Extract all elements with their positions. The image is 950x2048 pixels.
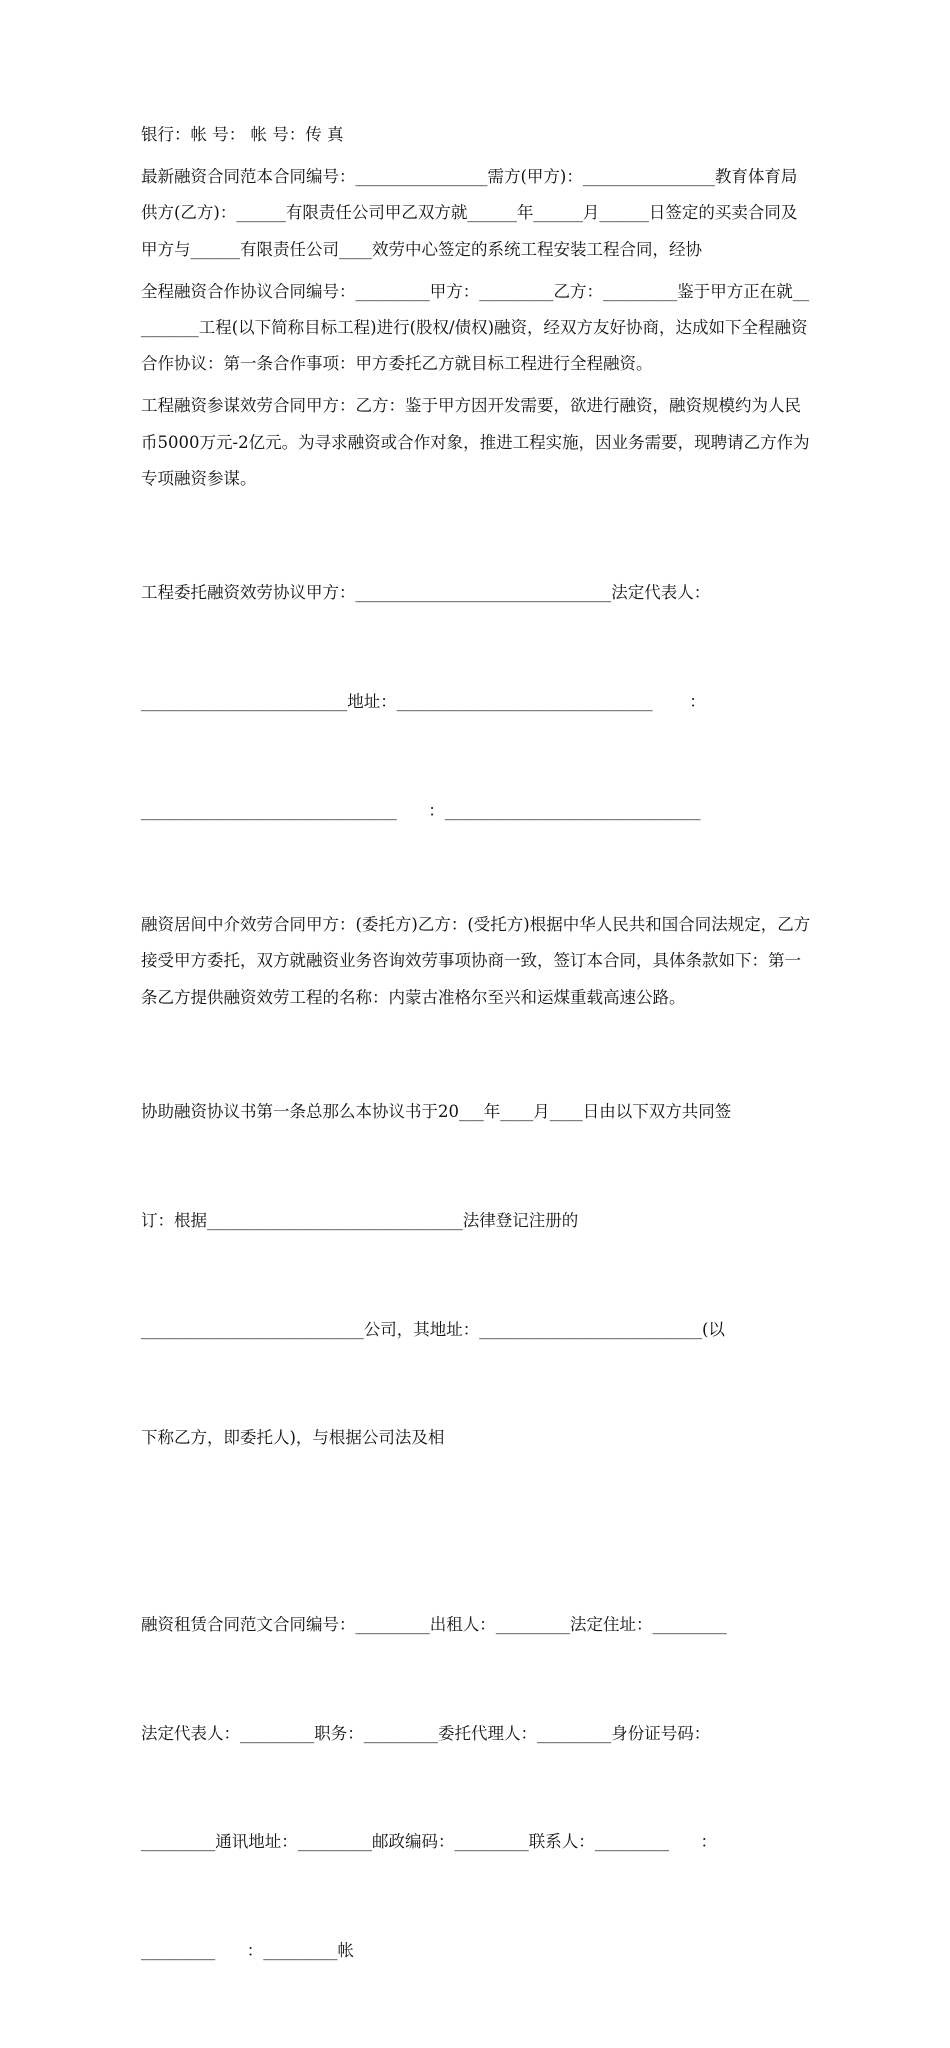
bank-account-line: 银行：帐 号： 帐 号：传 真 xyxy=(141,125,344,144)
entrusted-line: _______________________________ ：_______________________________ xyxy=(141,800,701,820)
financing-consultant-paragraph: 工程融资参谋效劳合同甲方：乙方：鉴于甲方因开发需要，欲进行融资，融资规模约为人民币5000万元-2亿元。为寻求融资或合作对象，推进工程实施，因业务需要，现聘请乙方作为专项融资参谋。 xyxy=(141,396,810,488)
lease-contract-block xyxy=(141,1535,813,2042)
lease-line: _________ ：_________帐 xyxy=(141,1940,354,1960)
lease-line: _________通讯地址：_________邮政编码：_________联系人：_________ ： xyxy=(141,1832,717,1852)
entrusted-line: 工程委托融资效劳协议甲方：_______________________________法定代表人： xyxy=(141,583,711,603)
intermediary-service-paragraph: 融资居间中介效劳合同甲方：(委托方)乙方：(受托方)根据中华人民共和国合同法规定，乙方接受甲方委托，双方就融资业务咨询效劳事项协商一致，签订本合同，具体条款如下：第一条乙方提供融资效劳工程的名称：内蒙古准格尔至兴和运煤重载高速公路。 xyxy=(141,915,811,1007)
entrusted-line: _________________________地址：_______________________________ ： xyxy=(141,692,706,712)
assist-line: 下称乙方，即委托人)，与根据公司法及相 xyxy=(141,1428,445,1448)
entrusted-financing-block xyxy=(141,503,813,901)
assist-line: 协助融资协议书第一条总那么本协议书于20___年____月____日由以下双方共同签 xyxy=(141,1102,732,1122)
assist-line: 订：根据_______________________________法律登记注册的 xyxy=(141,1210,579,1230)
assist-line: ___________________________公司，其地址：___________________________(以 xyxy=(141,1319,725,1339)
document-page xyxy=(141,117,813,2048)
assist-financing-block xyxy=(141,1022,813,1529)
lease-line: 融资租赁合同范文合同编号：_________出租人：_________法定住址：_________ xyxy=(141,1615,727,1635)
lease-line: 法定代表人：_________职务：_________委托代理人：_________身份证号码： xyxy=(141,1723,711,1743)
financing-contract-paragraph: 最新融资合同范本合同编号：________________需方(甲方)：________________教育体育局供方(乙方)：______有限责任公司甲乙双方就______年______月______日签定的买卖合同及甲方与______有限责任公司____效劳中心签定的系统工程安装工程合同，经协 xyxy=(141,167,798,259)
full-financing-agreement-paragraph: 全程融资合作协议合同编号：_________甲方：_________乙方：_________鉴于甲方正在就_________工程(以下简称目标工程)进行(股权/债权)融资，经双方友好协商，达成如下全程融资合作协议：第一条合作事项：甲方委托乙方就目标工程进行全程融资。 xyxy=(141,281,810,374)
